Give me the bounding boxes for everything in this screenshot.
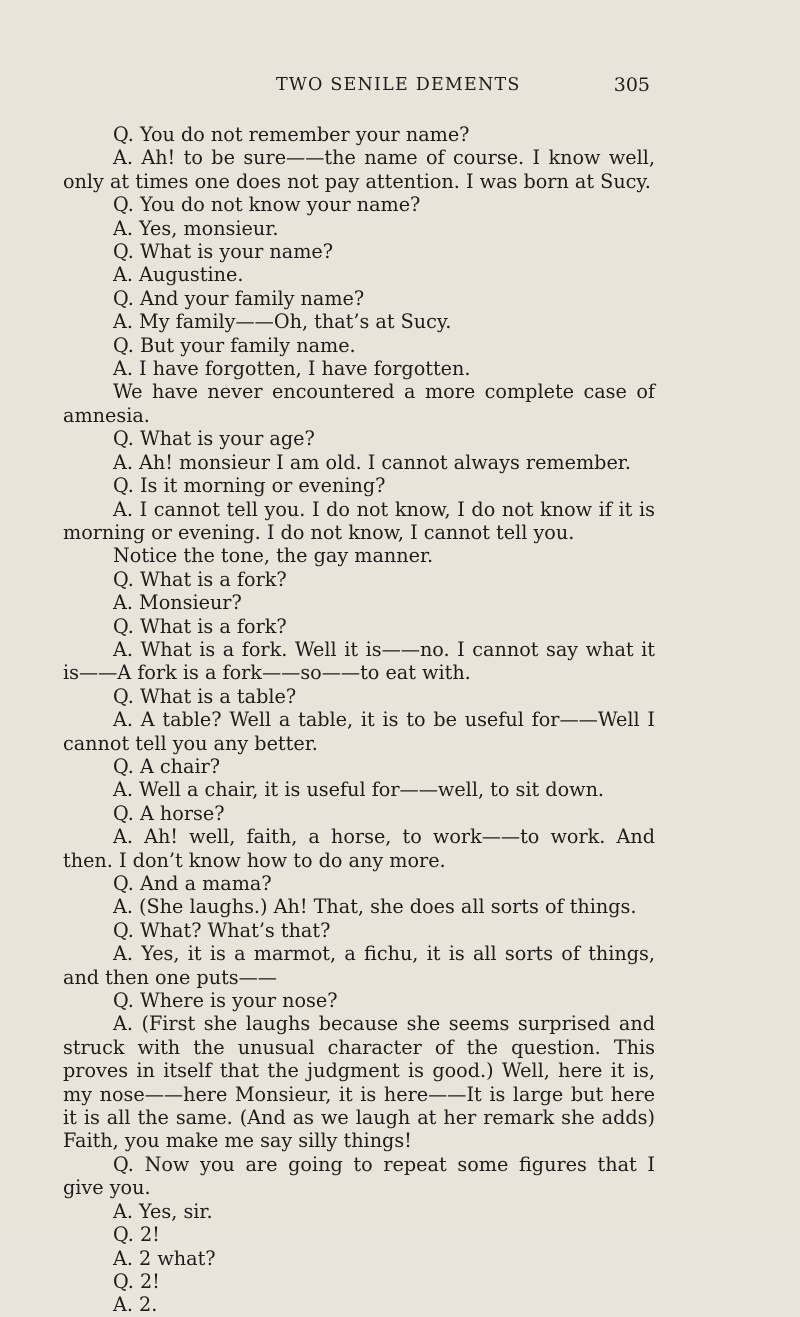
paragraph: A. Ah! monsieur I am old. I cannot always remember.: [113, 450, 631, 474]
paragraph: Q. What is your age?: [113, 427, 315, 451]
paragraph: A. Yes, it is a marmot, a fichu, it is all sorts of things, and then one puts——: [63, 942, 655, 989]
paragraph: A. What is a fork. Well it is——no. I cannot say what it is——A fork is a fork——so——to eat with.: [63, 637, 655, 685]
paragraph: A. Augustine.: [113, 263, 244, 287]
paragraph: A. 2.: [113, 1293, 158, 1317]
paragraph: Q. A chair?: [113, 754, 221, 778]
paragraph: A. 2 what?: [113, 1246, 216, 1270]
paragraph: A. Ah! to be sure——the name of course. I know well, only at times one does not pay attention. I was born at Sucy.: [63, 146, 655, 193]
paragraph: A. Ah! well, faith, a horse, to work——to work. And then. I don’t know how to do any more.: [63, 825, 655, 872]
page-number: 305: [613, 74, 650, 96]
paragraph: Q. You do not know your name?: [113, 193, 421, 217]
paragraph: Q. What? What’s that?: [113, 918, 331, 942]
paragraph: A. I have forgotten, I have forgotten.: [113, 357, 471, 381]
running-title: TWO SENILE DEMENTS: [276, 75, 521, 95]
paragraph: Q. Is it morning or evening?: [113, 474, 386, 498]
paragraph: A. Yes, sir.: [113, 1199, 213, 1223]
paragraph: Q. And your family name?: [113, 286, 365, 310]
paragraph: A. My family——Oh, that’s at Sucy.: [113, 310, 452, 334]
paragraph: We have never encountered a more complete case of amnesia.: [63, 380, 655, 427]
paragraph: A. Monsieur?: [113, 591, 242, 615]
paragraph: Q. 2!: [113, 1269, 160, 1293]
paragraph: Q. A horse?: [113, 801, 225, 825]
paragraph: Notice the tone, the gay manner.: [113, 544, 434, 568]
paragraph: Q. Where is your nose?: [113, 989, 338, 1013]
paragraph: Q. And a mama?: [113, 872, 272, 895]
paragraph: Q. What is a fork?: [113, 567, 287, 591]
paragraph: Q. But your family name.: [113, 333, 356, 357]
paragraph: A. Well a chair, it is useful for——well, to sit down.: [113, 778, 605, 802]
paragraph: Q. What is a fork?: [113, 614, 287, 638]
paragraph: Q. You do not remember your name?: [113, 123, 470, 146]
paragraph: Q. 2!: [113, 1223, 160, 1247]
paragraph: A. (She laughs.) Ah! That, she does all sorts of things.: [113, 895, 637, 919]
paragraph: A. I cannot tell you. I do not know, I do not know if it is morning or evening. I do not know, I cannot tell you.: [63, 497, 655, 544]
paragraph: Q. What is your name?: [113, 240, 334, 264]
paragraph: A. A table? Well a table, it is to be useful for——Well I cannot tell you any better.: [63, 708, 655, 755]
paragraph: A. Yes, monsieur.: [113, 216, 279, 240]
paragraph: Q. Now you are going to repeat some figures that I give you.: [63, 1152, 655, 1200]
page-header: [0, 74, 800, 100]
page-body: [63, 123, 655, 1317]
paragraph: A. (First she laughs because she seems surprised and struck with the unusual character of the question. This proves in itself that the judgment is good.) Well, here it is, my nose——here Monsieur, it is here——It is large but here it is all the same. (And as we laugh at her remark she adds) Faith, you make me say silly things!: [63, 1012, 655, 1153]
paragraph: Q. What is a table?: [113, 684, 297, 708]
